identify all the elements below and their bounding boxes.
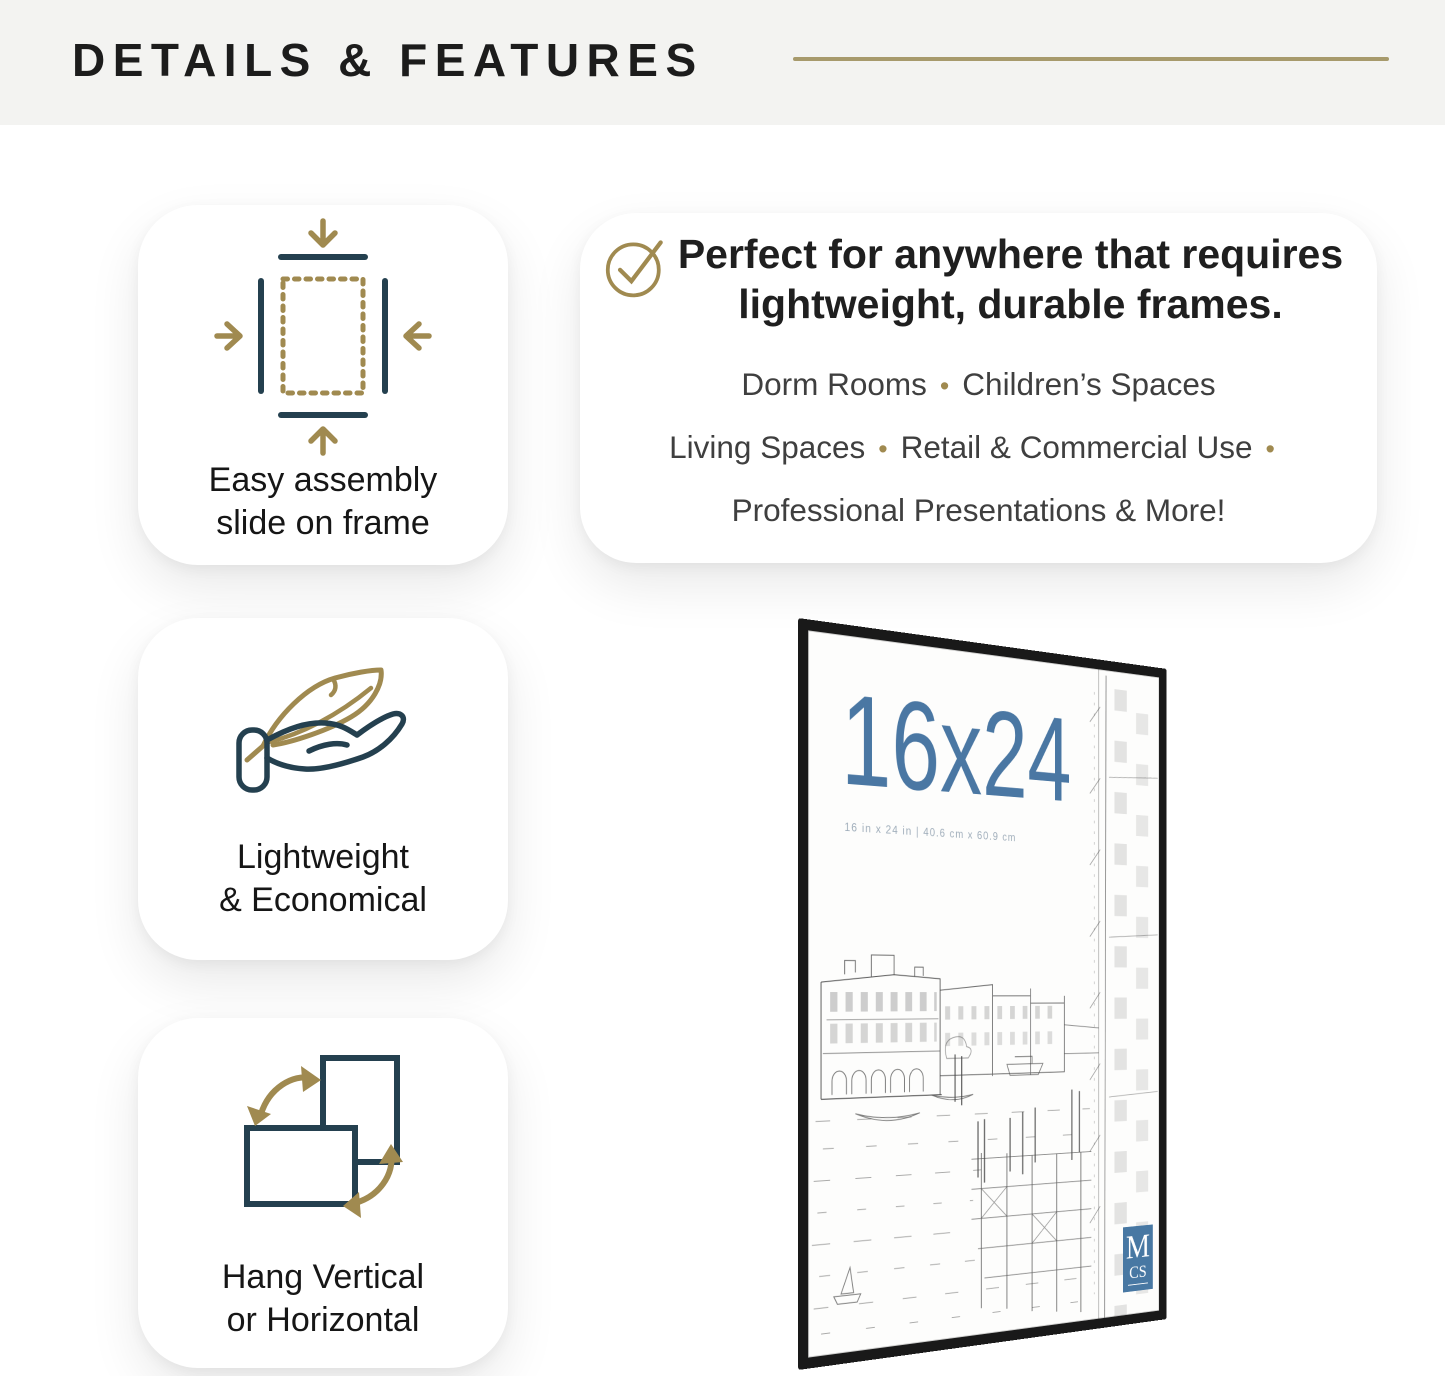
size-label: 16x24: [840, 666, 1072, 827]
feather-hand-icon: [233, 654, 413, 806]
feature-label: [138, 836, 508, 922]
feature-label-line2: & Economical: [219, 881, 427, 919]
feature-label: [138, 1256, 508, 1342]
benefit-text: Living Spaces: [669, 429, 866, 465]
benefits-card: [580, 213, 1377, 563]
feature-card-orientation: [138, 1018, 508, 1368]
header-band: [0, 0, 1445, 125]
orientation-arrows-icon: [233, 1052, 413, 1228]
benefit-text: Dorm Rooms: [741, 366, 927, 402]
feature-card-easy-assembly: [138, 205, 508, 565]
dimensions-label: 16 in x 24 in | 40.6 cm x 60.9 cm: [844, 821, 1017, 845]
benefit-line: [592, 366, 1365, 403]
benefit-text: Retail & Commercial Use: [900, 429, 1253, 465]
feature-label-line2: slide on frame: [216, 504, 430, 542]
feature-card-lightweight: [138, 618, 508, 960]
header-divider-line: [793, 57, 1389, 61]
benefit-line: [592, 429, 1365, 466]
benefit-text: Professional Presentations & More!: [731, 492, 1226, 528]
frame-insert: [808, 630, 1159, 1357]
benefits-heading-line1: Perfect for anywhere that requires: [677, 231, 1344, 277]
mcs-logo-cs: CS: [1128, 1261, 1148, 1286]
mcs-logo-m: M: [1125, 1227, 1150, 1267]
product-frame: [798, 618, 1167, 1370]
bullet-icon: •: [939, 371, 950, 401]
benefits-heading-line2: lightweight, durable frames.: [738, 281, 1283, 327]
sketch-dock: [972, 1146, 1092, 1326]
sketch-right-building: [1090, 668, 1158, 1320]
page-title: DETAILS & FEATURES: [72, 34, 704, 86]
slide-on-frame-icon: [207, 217, 439, 457]
sketch-water: [812, 1109, 1090, 1336]
check-circle-icon: [604, 233, 672, 301]
sketch-buildings: [821, 954, 1099, 1099]
feature-label-line2: or Horizontal: [226, 1301, 420, 1339]
feature-label-line1: Hang Vertical: [221, 1258, 425, 1296]
benefit-lines: [592, 366, 1365, 555]
feature-label-line1: Easy assembly: [208, 461, 438, 499]
bullet-icon: •: [1265, 434, 1275, 464]
feature-label: [138, 459, 508, 545]
bullet-icon: •: [878, 434, 888, 464]
mcs-logo: [1123, 1224, 1153, 1292]
benefits-heading: [672, 229, 1349, 329]
benefit-text: Children’s Spaces: [962, 366, 1216, 402]
feature-label-line1: Lightweight: [236, 838, 409, 876]
sketch-boats: [834, 1052, 1080, 1305]
benefit-line: [592, 492, 1365, 529]
